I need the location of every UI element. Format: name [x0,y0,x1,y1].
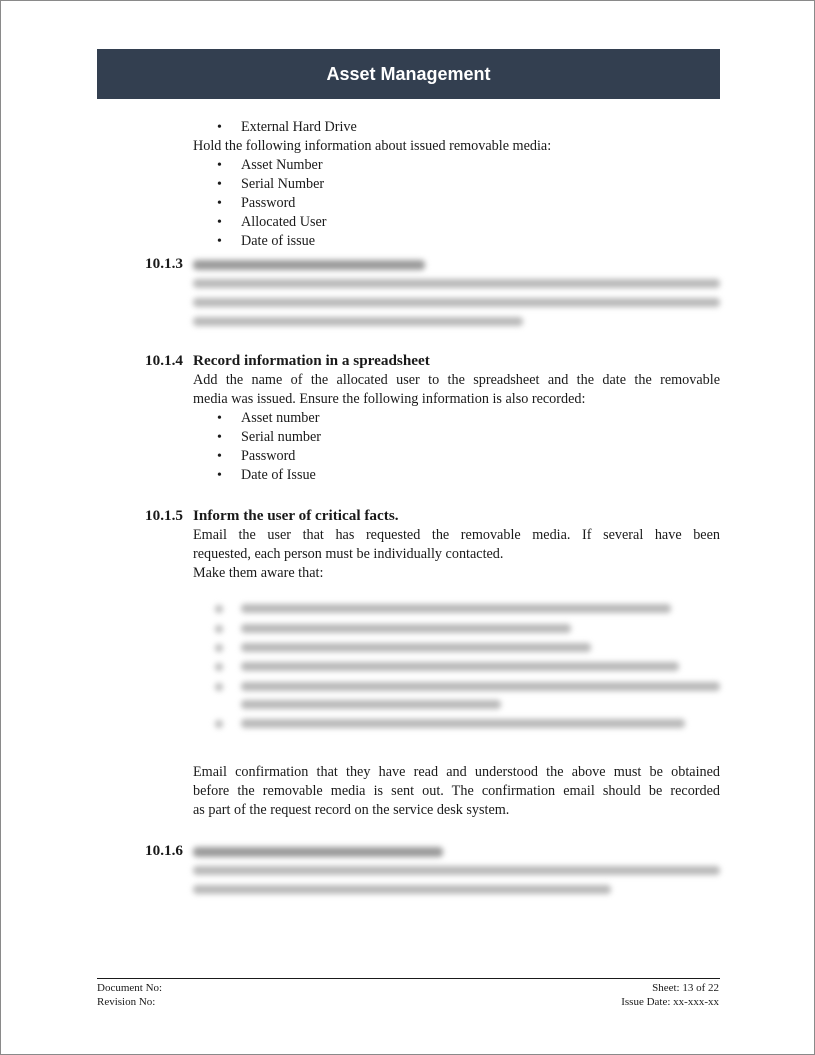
footer-document-no: Document No: [97,982,163,994]
footer-issue-date: Issue Date: xx-xxx-xx [621,996,719,1008]
footer-divider [97,978,720,979]
list-item: Password [241,195,296,211]
bullet-icon: • [217,234,222,249]
paragraph-line: media was issued. Ensure the following information is also recorded: [193,391,586,407]
redacted-text [193,317,523,326]
section-title: Inform the user of critical facts. [193,507,399,524]
bullet-icon: • [217,449,222,464]
redacted-text [241,643,591,652]
paragraph-line: Email confirmation that they have read and understood the above must be obtained [193,764,720,780]
list-item: Asset Number [241,157,323,173]
bullet-icon: • [217,468,222,483]
paragraph-line: requested, each person must be individually contacted. [193,546,504,562]
header-title: Asset Management [326,63,491,84]
list-item: Allocated User [241,214,327,230]
redacted-bullet [215,625,223,633]
bullet-icon: • [217,158,222,173]
redacted-text [193,866,720,875]
redacted-text [241,624,571,633]
redacted-text [193,885,611,894]
section-heading-1015 [145,506,399,526]
redacted-text [241,682,720,691]
redacted-text [193,279,720,288]
redacted-text [193,298,720,307]
redacted-text [241,700,501,709]
redacted-text [241,719,685,728]
list-item: Asset number [241,410,320,426]
bullet-icon: • [217,215,222,230]
redacted-bullet [215,644,223,652]
redacted-heading [193,847,443,857]
redacted-text [241,604,671,613]
section-number: 10.1.4 [145,352,183,369]
section-number: 10.1.6 [145,842,183,859]
paragraph-line: Make them aware that: [193,565,324,581]
redacted-text [241,662,679,671]
list-item: Serial number [241,429,321,445]
list-item: Date of Issue [241,467,316,483]
list-item: Password [241,448,296,464]
section-number: 10.1.3 [145,255,183,272]
bullet-icon: • [217,120,222,135]
list-item: External Hard Drive [241,119,357,135]
paragraph-line: as part of the request record on the service desk system. [193,802,510,818]
redacted-bullet [215,683,223,691]
bullet-icon: • [217,196,222,211]
footer-revision-no: Revision No: [97,996,156,1008]
bullet-icon: • [217,430,222,445]
section-heading-1014 [145,351,430,371]
list-item: Serial Number [241,176,325,192]
hold-intro: Hold the following information about issued removable media: [193,138,552,154]
paragraph-line: Add the name of the allocated user to the spreadsheet and the date the removable [193,372,720,388]
redacted-bullet [215,720,223,728]
bullet-icon: • [217,177,222,192]
bullet-icon: • [217,411,222,426]
redacted-heading [193,260,425,270]
section-heading-1016 [145,841,193,861]
footer-sheet: Sheet: 13 of 22 [652,982,719,994]
redacted-bullet [215,663,223,671]
header-bar [97,49,720,99]
section-title: Record information in a spreadsheet [193,352,430,369]
section-number: 10.1.5 [145,507,183,524]
redacted-bullet [215,605,223,613]
list-item: Date of issue [241,233,316,249]
section-heading-1013 [145,254,193,274]
paragraph-line: before the removable media is sent out. The confirmation email should be recorded [193,783,720,799]
paragraph-line: Email the user that has requested the removable media. If several have been [193,527,720,543]
